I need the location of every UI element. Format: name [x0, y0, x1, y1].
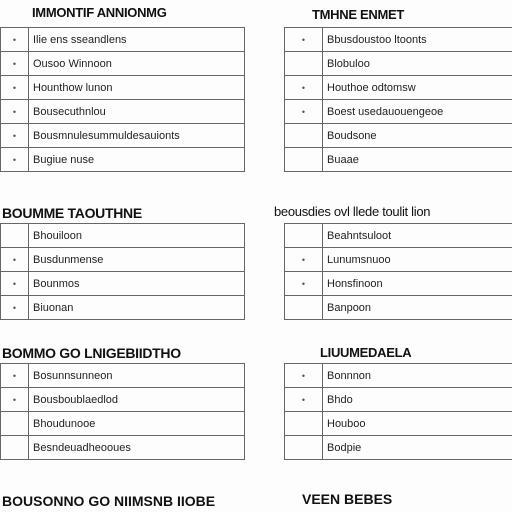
table-row — [285, 148, 512, 172]
row-marker: • — [1, 296, 29, 320]
table-mid-right — [284, 223, 512, 320]
table-row — [1, 224, 245, 248]
row-marker: • — [1, 248, 29, 272]
table-mid-left — [0, 223, 245, 320]
row-marker: • — [285, 388, 323, 412]
row-text: Bousecuthnlou — [29, 100, 245, 124]
row-text: Ousoo Winnoon — [29, 52, 245, 76]
table-lower-right — [284, 363, 512, 460]
row-text: Boest usedauouengeoe — [323, 100, 512, 124]
row-marker: • — [1, 364, 29, 388]
table-row — [1, 148, 245, 172]
row-marker — [285, 436, 323, 460]
row-text: Banpoon — [323, 296, 512, 320]
row-marker: • — [1, 28, 29, 52]
bottom-heading-left: BOUSONNO GO NIIMSNB IIOBE — [2, 493, 216, 509]
row-text: Bodpie — [323, 436, 512, 460]
table-row — [1, 100, 245, 124]
table-row — [1, 388, 245, 412]
table-row — [285, 436, 512, 460]
row-text: Busdunmense — [29, 248, 245, 272]
row-marker — [1, 436, 29, 460]
row-marker: • — [1, 272, 29, 296]
table-row — [285, 224, 512, 248]
row-text: Besndeuadheooues — [29, 436, 245, 460]
row-text: Bosunnsunneon — [29, 364, 245, 388]
row-text: Buaae — [323, 148, 512, 172]
table-row — [1, 364, 245, 388]
table-row — [1, 76, 245, 100]
table-row — [1, 412, 245, 436]
row-marker — [285, 148, 323, 172]
table-lower-left — [0, 363, 245, 460]
row-marker: • — [285, 248, 323, 272]
row-text: Bhouiloon — [29, 224, 245, 248]
section-title-mid-left: BOUMME TAOUTHNE — [2, 205, 142, 221]
table-row — [1, 296, 245, 320]
table-top-right — [284, 27, 512, 172]
table-row — [285, 388, 512, 412]
row-marker: • — [285, 272, 323, 296]
row-marker: • — [1, 52, 29, 76]
row-text: Houboo — [323, 412, 512, 436]
row-marker: • — [1, 148, 29, 172]
row-marker: • — [285, 100, 323, 124]
table-row — [1, 52, 245, 76]
table-row — [285, 412, 512, 436]
row-text: Bbusdoustoo ltoonts — [323, 28, 512, 52]
table-row — [1, 272, 245, 296]
row-marker: • — [285, 76, 323, 100]
section-title-mid-right: beousdies ovl llede toulit lion — [274, 204, 431, 219]
table-row — [1, 124, 245, 148]
row-text: Bounmos — [29, 272, 245, 296]
row-marker: • — [1, 124, 29, 148]
row-marker — [285, 224, 323, 248]
section-title-top-right: TMHNE ENMET — [312, 7, 405, 22]
row-marker: • — [285, 28, 323, 52]
section-title-lower-right: LIUUMEDAELA — [320, 345, 412, 360]
row-text: Bhoudunooe — [29, 412, 245, 436]
table-row — [285, 76, 512, 100]
row-text: Lunumsnuoo — [323, 248, 512, 272]
row-text: Blobuloo — [323, 52, 512, 76]
row-marker: • — [1, 388, 29, 412]
row-text: Ilie ens sseandlens — [29, 28, 245, 52]
table-row — [285, 248, 512, 272]
row-text: Bhdo — [323, 388, 512, 412]
row-text: Bugiue nuse — [29, 148, 245, 172]
row-marker: • — [1, 100, 29, 124]
row-marker — [285, 124, 323, 148]
table-row — [1, 436, 245, 460]
table-row — [285, 272, 512, 296]
row-marker — [285, 52, 323, 76]
row-text: Boudsone — [323, 124, 512, 148]
row-marker: • — [1, 76, 29, 100]
row-text: Bousboublaedlod — [29, 388, 245, 412]
table-row — [285, 52, 512, 76]
row-text: Bonnnon — [323, 364, 512, 388]
table-row — [285, 296, 512, 320]
row-marker — [1, 412, 29, 436]
bottom-heading-right: VEEN BEBES — [302, 491, 393, 507]
table-row — [1, 248, 245, 272]
table-top-left — [0, 27, 245, 172]
table-row — [285, 124, 512, 148]
section-title-top-left: IMMONTIF ANNIONMG — [32, 5, 167, 20]
row-text: Houthoe odtomsw — [323, 76, 512, 100]
row-text: Biuonan — [29, 296, 245, 320]
row-text: Hounthow lunon — [29, 76, 245, 100]
row-marker — [285, 296, 323, 320]
row-marker: • — [285, 364, 323, 388]
row-text: Beahntsuloot — [323, 224, 512, 248]
row-marker — [1, 224, 29, 248]
table-row — [285, 364, 512, 388]
table-row — [285, 100, 512, 124]
row-marker — [285, 412, 323, 436]
row-text: Honsfinoon — [323, 272, 512, 296]
table-row — [1, 28, 245, 52]
row-text: Bousmnulesummuldesauionts — [29, 124, 245, 148]
table-row — [285, 28, 512, 52]
section-title-lower-left: BOMMO GO LNIGEBIIDTHO — [2, 345, 181, 361]
